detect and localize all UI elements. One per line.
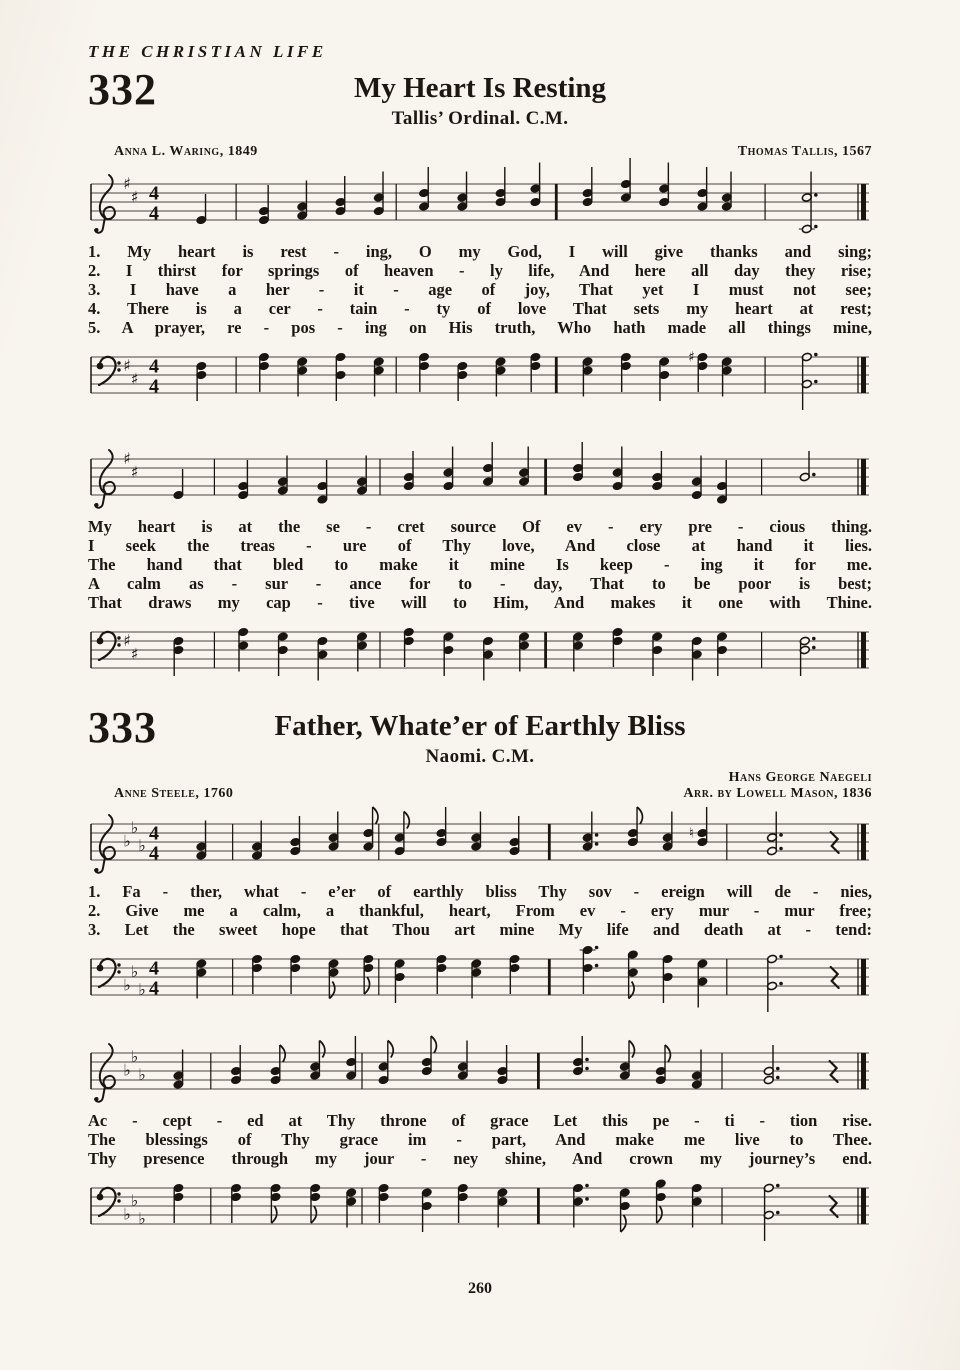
svg-text:4: 4 bbox=[149, 375, 159, 398]
composer-line: Thomas Tallis, 1567 bbox=[737, 144, 872, 159]
svg-text:♭: ♭ bbox=[130, 818, 139, 837]
svg-text:♯: ♯ bbox=[130, 369, 139, 389]
page-number: 260 bbox=[468, 1280, 492, 1297]
composer-credit bbox=[683, 770, 872, 802]
verse-line: Thy presence through my jour - ney shine, And crown my journey’s end. bbox=[88, 1149, 872, 1168]
page-content bbox=[88, 0, 872, 1298]
svg-text:♭: ♭ bbox=[123, 1060, 131, 1080]
section-title: THE CHRISTIAN LIFE bbox=[88, 42, 327, 61]
verse-line: 1. Fa - ther, what - e’er of earthly bliss Thy sov - ereign will de - nies, bbox=[88, 882, 872, 901]
verse-line: That draws my cap - tive will to Him, And makes it one with Thine. bbox=[88, 593, 872, 612]
hymn-332-verses-first-half bbox=[88, 242, 872, 337]
svg-text:4: 4 bbox=[149, 977, 159, 1000]
music-staff-332-bass-2 bbox=[88, 618, 872, 682]
svg-text:♭: ♭ bbox=[123, 831, 131, 851]
music-staff-333-bass-1 bbox=[88, 945, 872, 1009]
music-staff-332-treble-1 bbox=[88, 170, 872, 234]
hymn-333-header bbox=[88, 703, 872, 802]
verse-line: 5. A prayer, re - pos - ing on His truth, Who hath made all things mine, bbox=[88, 318, 872, 337]
svg-text:♯: ♯ bbox=[123, 174, 131, 193]
svg-text:4: 4 bbox=[149, 957, 159, 980]
verse-line: A calm as - sur - ance for to - day, That to be poor is best; bbox=[88, 574, 872, 593]
hymn-332-header bbox=[88, 65, 872, 160]
verse-line: I seek the treas - ure of Thy love, And close at hand it lies. bbox=[88, 536, 872, 555]
svg-text:♯: ♯ bbox=[123, 631, 131, 650]
svg-text:♯: ♯ bbox=[123, 449, 131, 468]
hymn-333-verses-second-half bbox=[88, 1111, 872, 1168]
composer-credit bbox=[738, 144, 872, 160]
svg-text:4: 4 bbox=[149, 822, 159, 845]
composer-line: Hans George Naegeli bbox=[728, 770, 872, 785]
svg-text:♮: ♮ bbox=[688, 825, 694, 842]
verse-line: 3. I have a her - it - age of joy, That yet I must not see; bbox=[88, 280, 872, 299]
svg-text:♭: ♭ bbox=[123, 1204, 131, 1224]
hymn-tune-meter: Tallis’ Ordinal. C.M. bbox=[391, 108, 569, 129]
svg-text:♭: ♭ bbox=[130, 1191, 139, 1210]
author-credit: Anna L. Waring, 1849 bbox=[114, 144, 258, 159]
music-staff-333-treble-1 bbox=[88, 810, 872, 874]
hymn-title: Father, Whate’er of Earthly Bliss bbox=[274, 710, 686, 742]
hymn-number: 333 bbox=[88, 703, 157, 752]
hymn-credits bbox=[88, 144, 872, 160]
music-staff-333-bass-2 bbox=[88, 1174, 872, 1238]
verse-line: 4. There is a cer - tain - ty of love That sets my heart at rest; bbox=[88, 299, 872, 318]
verse-line: 3. Let the sweet hope that Thou art mine My life and death at - tend: bbox=[88, 920, 872, 939]
hymn-332-verses-second-half bbox=[88, 517, 872, 612]
hymn-333-verses-first-half bbox=[88, 882, 872, 939]
music-staff-332-treble-2 bbox=[88, 445, 872, 509]
verse-line: The blessings of Thy grace im - part, And make me live to Thee. bbox=[88, 1130, 872, 1149]
svg-text:♯: ♯ bbox=[688, 349, 695, 366]
hymn-title: My Heart Is Resting bbox=[353, 72, 607, 104]
svg-text:♭: ♭ bbox=[138, 980, 146, 999]
verse-line: Ac - cept - ed at Thy throne of grace Let this pe - ti - tion rise. bbox=[88, 1111, 872, 1130]
svg-text:♭: ♭ bbox=[130, 962, 139, 981]
svg-text:♭: ♭ bbox=[138, 836, 146, 855]
verse-line: My heart is at the se - cret source Of ev - ery pre - cious thing. bbox=[88, 517, 872, 536]
svg-text:4: 4 bbox=[149, 355, 159, 378]
svg-text:♯: ♯ bbox=[130, 644, 139, 664]
svg-text:♯: ♯ bbox=[130, 462, 139, 482]
author-credit: Anne Steele, 1760 bbox=[114, 786, 234, 801]
svg-text:♭: ♭ bbox=[138, 1065, 146, 1084]
verse-line: The hand that bled to make it mine Is keep - ing it for me. bbox=[88, 555, 872, 574]
svg-text:4: 4 bbox=[149, 842, 159, 865]
svg-text:♭: ♭ bbox=[123, 975, 131, 995]
system-gap bbox=[88, 1015, 872, 1033]
verse-line: 1. My heart is rest - ing, O my God, I will give thanks and sing; bbox=[88, 242, 872, 261]
svg-text:♯: ♯ bbox=[123, 356, 131, 375]
verse-line: 2. Give me a calm, a thankful, heart, From ev - ery mur - mur free; bbox=[88, 901, 872, 920]
svg-text:4: 4 bbox=[149, 202, 159, 225]
verse-line: 2. I thirst for springs of heaven - ly life, And here all day they rise; bbox=[88, 261, 872, 280]
svg-text:♯: ♯ bbox=[130, 187, 139, 207]
system-gap bbox=[88, 413, 872, 439]
svg-text:♭: ♭ bbox=[138, 1209, 146, 1228]
svg-text:4: 4 bbox=[149, 182, 159, 205]
music-staff-332-bass-1 bbox=[88, 343, 872, 407]
hymn-tune-meter: Naomi. C.M. bbox=[425, 746, 535, 767]
hymn-number: 332 bbox=[88, 65, 157, 114]
hymn-credits bbox=[88, 770, 872, 802]
music-staff-333-treble-2 bbox=[88, 1039, 872, 1103]
arranger-line: Arr. by Lowell Mason, 1836 bbox=[683, 786, 872, 801]
svg-text:♭: ♭ bbox=[130, 1047, 139, 1066]
